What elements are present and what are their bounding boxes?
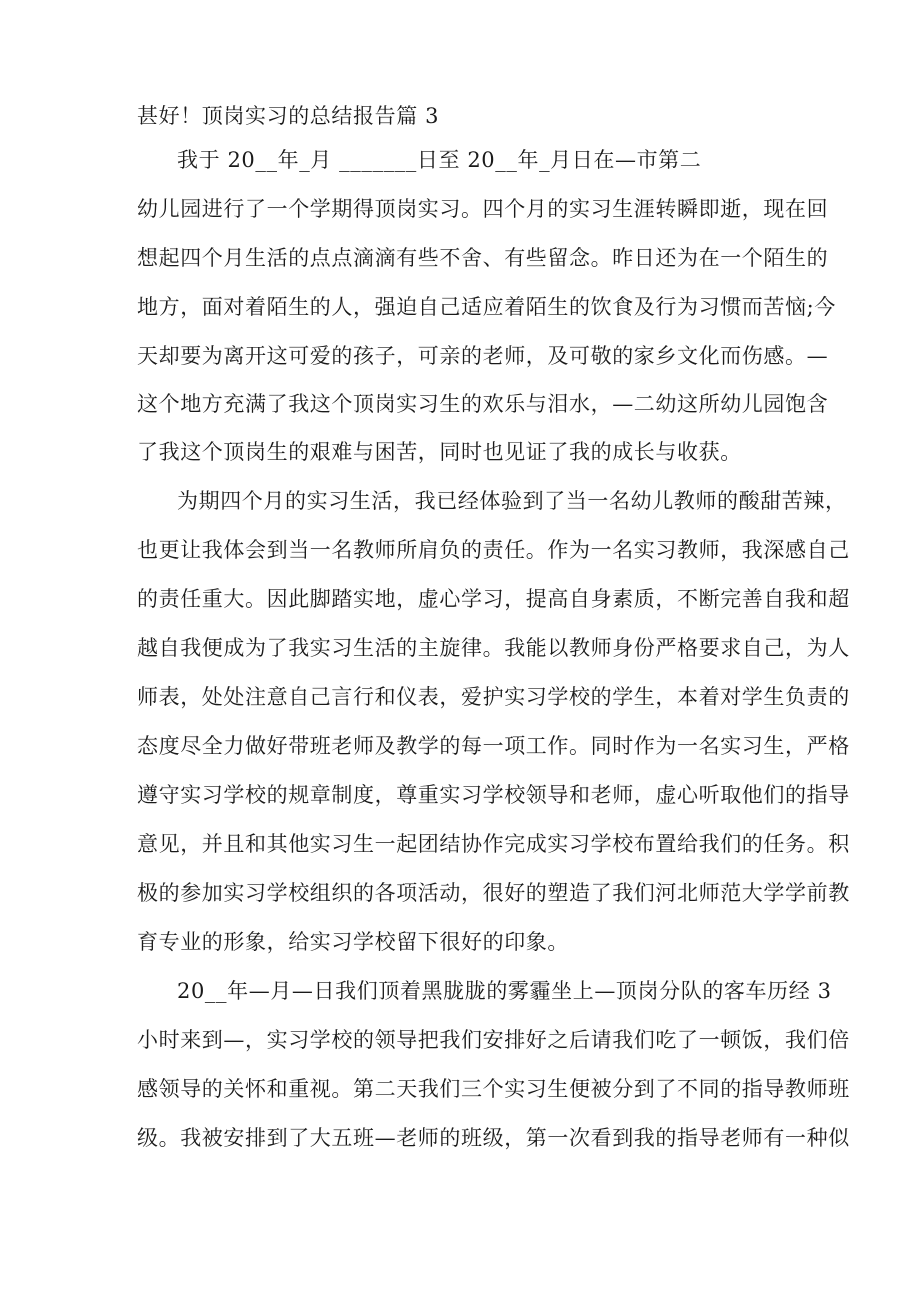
paragraph-line: 遵守实习学校的规章制度，尊重实习学校领导和老师，虚心听取他们的指导 (137, 783, 850, 807)
document-title: 甚好！顶岗实习的总结报告篇 3 (137, 104, 440, 128)
paragraph-line: 也更让我体会到当一名教师所肩负的责任。作为一名实习教师，我深感自己 (137, 538, 850, 562)
paragraph-line: 地方，面对着陌生的人，强迫自己适应着陌生的饮食及行为习惯而苦恼;今 (137, 295, 836, 319)
paragraph-line: 小时来到—，实习学校的领导把我们安排好之后请我们吃了一顿饭，我们倍 (137, 1028, 850, 1052)
paragraph-line: 这个地方充满了我这个顶岗实习生的欢乐与泪水，—二幼这所幼儿园饱含 (137, 392, 829, 416)
paragraph-line: 意见，并且和其他实习生一起团结协作完成实习学校布置给我们的任务。积 (137, 832, 850, 856)
paragraph-line: 态度尽全力做好带班老师及教学的每一项工作。同时作为一名实习生，严格 (137, 734, 850, 758)
paragraph-line: 了我这个顶岗生的艰难与困苦，同时也见证了我的成长与收获。 (137, 440, 742, 464)
paragraph-line: 想起四个月生活的点点滴滴有些不舍、有些留念。昨日还为在一个陌生的 (137, 246, 829, 270)
paragraph-line: 我于 20__年_月 _______日至 20__年_月日在—市第二 (177, 148, 702, 172)
paragraph-line: 级。我被安排到了大五班—老师的班级，第一次看到我的指导老师有一种似 (137, 1126, 850, 1150)
paragraph-line: 育专业的形象，给实习学校留下很好的印象。 (137, 930, 569, 954)
paragraph-line: 天却要为离开这可爱的孩子，可亲的老师，及可敬的家乡文化而伤感。— (137, 344, 829, 368)
paragraph-line: 师表，处处注意自己言行和仪表，爱护实习学校的学生，本着对学生负责的 (137, 685, 850, 709)
paragraph-line: 极的参加实习学校组织的各项活动，很好的塑造了我们河北师范大学学前教 (137, 881, 850, 905)
paragraph-line: 20__年—月—日我们顶着黑胧胧的雾霾坐上—顶岗分队的客车历经 3 (177, 979, 832, 1003)
paragraph-line: 幼儿园进行了一个学期得顶岗实习。四个月的实习生涯转瞬即逝，现在回 (137, 197, 829, 221)
paragraph-line: 的责任重大。因此脚踏实地，虚心学习，提高自身素质，不断完善自我和超 (137, 587, 850, 611)
paragraph-line: 为期四个月的实习生活，我已经体验到了当一名幼儿教师的酸甜苦辣， (177, 489, 847, 513)
paragraph-line: 感领导的关怀和重视。第二天我们三个实习生便被分到了不同的指导教师班 (137, 1077, 850, 1101)
paragraph-line: 越自我便成为了我实习生活的主旋律。我能以教师身份严格要求自己，为人 (137, 636, 850, 660)
